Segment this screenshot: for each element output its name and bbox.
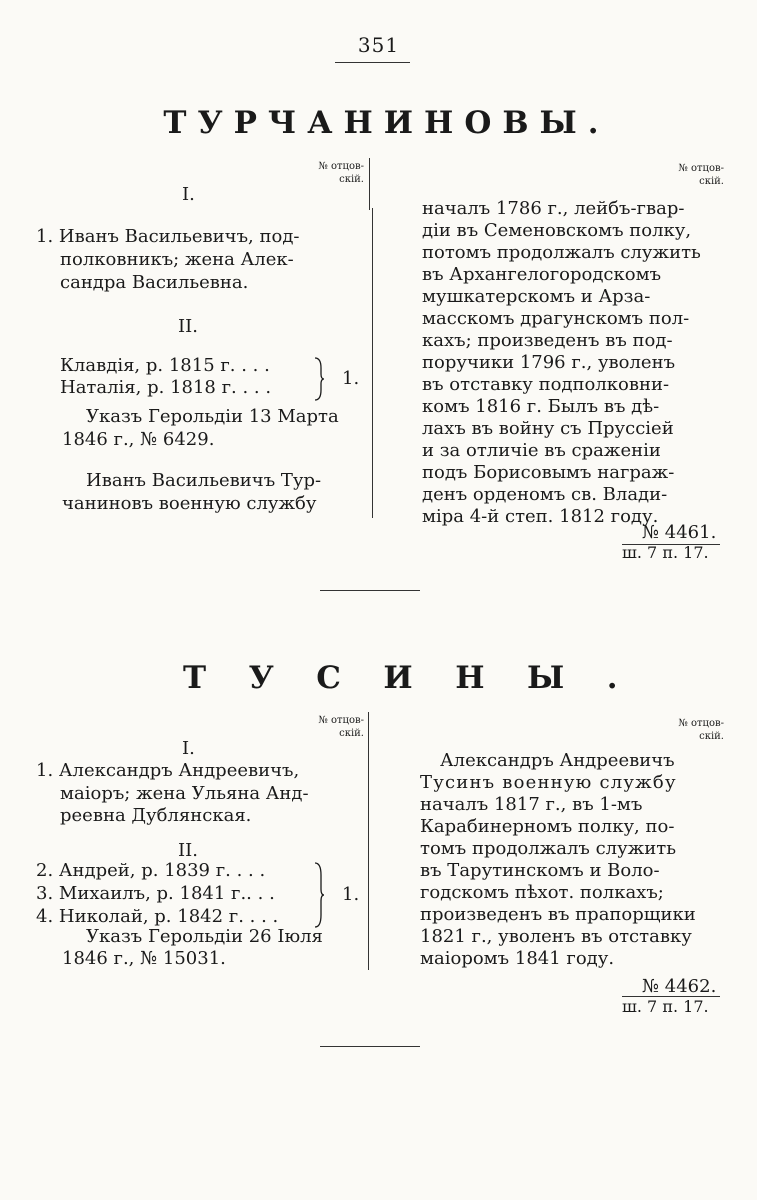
page-number-underline	[335, 62, 410, 63]
generation-heading: II.	[178, 840, 198, 861]
bio-line: поручики 1796 г., уволенъ	[422, 352, 676, 373]
bio-line: комъ 1816 г. Былъ въ дѣ-	[422, 396, 660, 417]
bio-line: міра 4-й степ. 1812 году.	[422, 506, 659, 527]
archive-location: ш. 7 п. 17.	[622, 997, 709, 1016]
decree-line: 1846 г., № 6429.	[62, 429, 215, 450]
column-divider	[372, 208, 373, 518]
bio-line: въ Тарутинскомъ и Воло-	[420, 860, 660, 881]
entry-line: полковникъ; жена Алек-	[60, 249, 294, 270]
column-header: № отцов- скій.	[678, 718, 724, 742]
bio-line: чаниновъ военную службу	[62, 493, 317, 514]
child-entry: 3. Михаилъ, р. 1841 г.. . .	[36, 883, 275, 904]
generation-heading: I.	[182, 184, 195, 205]
bio-line: и за отличіе въ сраженіи	[422, 440, 661, 461]
father-number: 1.	[342, 884, 360, 905]
archive-number: № 4461.	[642, 522, 717, 543]
entry-line: маіоръ; жена Ульяна Анд-	[60, 783, 309, 804]
bio-line: 1821 г., уволенъ въ отставку	[420, 926, 692, 947]
bio-line: Карабинерномъ полку, по-	[420, 816, 675, 837]
bio-line: въ Архангелогородскомъ	[422, 264, 662, 285]
bio-line: лахъ въ войну съ Пруссіей	[422, 418, 674, 439]
column-header: № отцов- скій.	[318, 715, 364, 739]
child-entry: Наталія, р. 1818 г. . . .	[60, 377, 272, 398]
entry-line: реевна Дублянская.	[60, 805, 252, 826]
entry-line: сандра Васильевна.	[60, 272, 249, 293]
bio-line: потомъ продолжалъ служить	[422, 242, 701, 263]
family-title: ТУРЧАНИНОВЫ.	[163, 105, 610, 141]
decree-line: 1846 г., № 15031.	[62, 948, 226, 969]
bio-line: кахъ; произведенъ въ под-	[422, 330, 673, 351]
child-entry: 4. Николай, р. 1842 г. . . .	[36, 906, 279, 927]
entry-line: 1. Иванъ Васильевичъ, под-	[36, 226, 300, 247]
entry-line: 1. Александръ Андреевичъ,	[36, 760, 300, 781]
child-entry: Клавдія, р. 1815 г. . . .	[60, 355, 270, 376]
brace-icon	[313, 861, 325, 929]
generation-heading: II.	[178, 316, 198, 337]
bio-line: началъ 1817 г., въ 1-мъ	[420, 794, 643, 815]
archive-number: № 4462.	[642, 976, 717, 997]
section-separator	[320, 590, 420, 591]
archive-location: ш. 7 п. 17.	[622, 543, 709, 562]
bio-line: мушкатерскомъ и Арза-	[422, 286, 651, 307]
column-divider	[368, 712, 369, 970]
bio-line: подъ Борисовымъ награж-	[422, 462, 675, 483]
bio-line: масскомъ драгунскомъ пол-	[422, 308, 690, 329]
bio-line: Тусинъ военную службу	[420, 772, 677, 793]
decree-line: Указъ Герольдіи 26 Іюля	[86, 926, 323, 947]
column-header: № отцов- скій.	[678, 163, 724, 187]
section-separator	[320, 1046, 420, 1047]
bio-line: Александръ Андреевичъ	[440, 750, 675, 771]
bio-line: маіоромъ 1841 году.	[420, 948, 615, 969]
column-header: № отцов- скій.	[318, 161, 364, 185]
decree-line: Указъ Герольдіи 13 Марта	[86, 406, 339, 427]
bio-line: въ отставку подполковни-	[422, 374, 670, 395]
bio-line: произведенъ въ прапорщики	[420, 904, 696, 925]
child-entry: 2. Андрей, р. 1839 г. . . .	[36, 860, 266, 881]
bio-line: Иванъ Васильевичъ Тур-	[86, 470, 322, 491]
page-number: 351	[357, 33, 400, 57]
brace-icon	[313, 356, 325, 402]
bio-line: началъ 1786 г., лейбъ-гвар-	[422, 198, 685, 219]
father-number: 1.	[342, 368, 360, 389]
generation-heading: I.	[182, 738, 195, 759]
bio-line: томъ продолжалъ служить	[420, 838, 676, 859]
bio-line: діи въ Семеновскомъ полку,	[422, 220, 692, 241]
bio-line: годскомъ пѣхот. полкахъ;	[420, 882, 664, 903]
family-title: ТУСИНЫ.	[183, 660, 661, 696]
bio-line: денъ орденомъ св. Влади-	[422, 484, 668, 505]
column-divider	[369, 158, 370, 210]
